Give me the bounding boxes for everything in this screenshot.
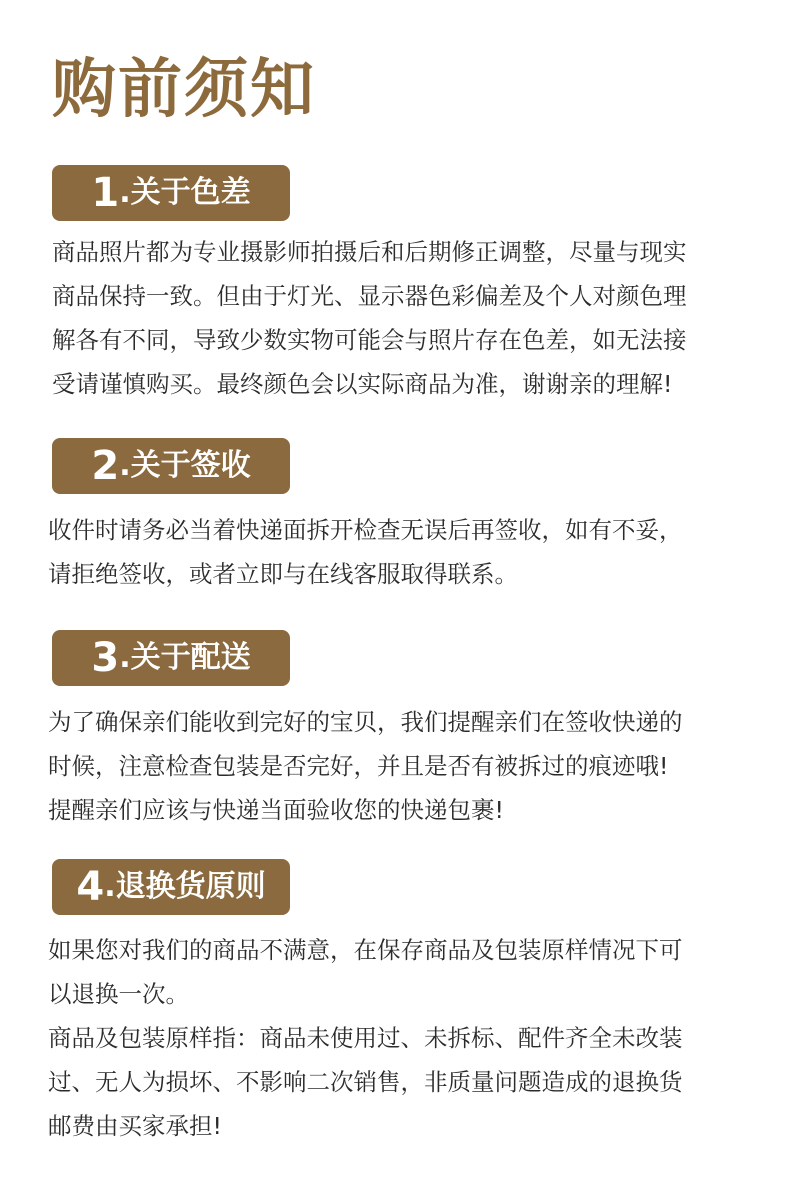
section-1-dot: .: [119, 175, 131, 210]
section-4-line: 以退换一次。: [48, 980, 189, 1008]
page-title: 购前须知: [52, 53, 316, 127]
section-3-badge: [52, 630, 290, 686]
section-1-line: 商品照片都为专业摄影师拍摄后和后期修正调整，尽量与现实: [52, 238, 687, 266]
section-3-number: 3: [91, 635, 120, 681]
section-2-number: 2: [91, 443, 120, 489]
section-4-dot: .: [104, 869, 116, 904]
section-3-body: [48, 700, 683, 832]
section-1-line: 受请谨慎购买。最终颜色会以实际商品为准，谢谢亲的理解!: [52, 370, 673, 398]
section-2-heading: 关于签收: [130, 448, 251, 483]
section-4-badge: [52, 859, 290, 915]
section-4-line: 如果您对我们的商品不满意，在保存商品及包装原样情况下可: [48, 936, 683, 964]
section-2-line: 收件时请务必当着快递面拆开检查无误后再签收，如有不妥，: [48, 516, 683, 544]
section-2-badge: [52, 438, 290, 494]
section-1-body: [52, 230, 687, 406]
section-4-line: 过、无人为损坏、不影响二次销售，非质量问题造成的退换货: [48, 1068, 683, 1096]
section-3-heading: 关于配送: [130, 640, 251, 675]
section-1-line: 解各有不同，导致少数实物可能会与照片存在色差，如无法接: [52, 326, 687, 354]
section-3-line: 为了确保亲们能收到完好的宝贝，我们提醒亲们在签收快递的: [48, 708, 683, 736]
section-1-badge: [52, 165, 290, 221]
section-3-dot: .: [119, 640, 131, 675]
section-1-number: 1: [91, 170, 120, 216]
section-4-line: 商品及包装原样指：商品未使用过、未拆标、配件齐全未改装: [48, 1024, 683, 1052]
section-1-heading: 关于色差: [130, 175, 251, 210]
section-4-number: 4: [76, 864, 105, 910]
section-4-heading: 退换货原则: [115, 869, 266, 904]
section-2-body: [48, 508, 683, 596]
section-4-body: [48, 928, 683, 1148]
section-2-dot: .: [119, 448, 131, 483]
section-4-line: 邮费由买家承担!: [48, 1112, 222, 1140]
section-1-line: 商品保持一致。但由于灯光、显示器色彩偏差及个人对颜色理: [52, 282, 687, 310]
section-3-line: 提醒亲们应该与快递当面验收您的快递包裹!: [48, 796, 504, 824]
section-3-line: 时候，注意检查包装是否完好，并且是否有被拆过的痕迹哦!: [48, 752, 669, 780]
section-2-line: 请拒绝签收，或者立即与在线客服取得联系。: [48, 560, 518, 588]
